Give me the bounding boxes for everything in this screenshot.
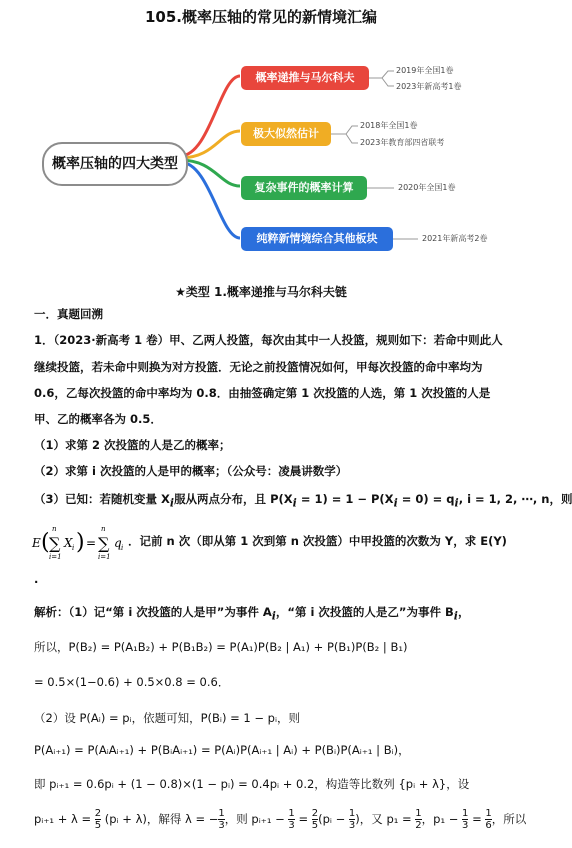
solution-line: P(Aᵢ₊₁) = P(AᵢAᵢ₊₁) + P(BᵢAᵢ₊₁) = P(Aᵢ)P(Aᵢ₊₁ | Aᵢ) + P(Bᵢ)P(Aᵢ₊₁ | Bᵢ)， <box>34 743 410 757</box>
leaf-lines-1 <box>368 71 394 86</box>
mind-map <box>30 46 500 266</box>
svg-text:i=1: i=1 <box>49 553 62 561</box>
fraction-1-3: $\frac{1}{3}$ <box>348 808 356 831</box>
question-3: （3）已知：若随机变量 $X_i$服从两点分布，且 $P(X_i = 1) = 1 - P(X_i = 0) = q_i$, i = 1, 2, ⋯, n，则 <box>34 492 572 510</box>
problem-line: 甲、乙的概率各为 0.5． <box>34 412 162 426</box>
branch-new-context: 纯粹新情境综合其他板块 <box>241 227 393 251</box>
source-label: 2018年全国1卷 <box>360 121 418 130</box>
svg-text:∑: ∑ <box>98 534 110 553</box>
expectation-formula: E ( ∑ n i=1 X i ) = ∑ n i=1 q i ．记前 n 次（即从第 1 次到第 n 次投篮）中甲投篮的次数为 Y，求 E(Y) <box>32 525 507 561</box>
fraction-2-5: $\frac{2}{5}$ <box>94 808 102 831</box>
source-label: 2021年新高考2卷 <box>422 234 488 243</box>
fraction-1-2: $\frac{1}{2}$ <box>415 808 422 831</box>
problem-line: 0.6，乙每次投篮的命中率均为 0.8．由抽签确定第 1 次投篮的人选，第 1 次投篮的人是 <box>34 386 491 400</box>
source-label: 2020年全国1卷 <box>398 183 456 192</box>
fraction-1-3: $\frac{1}{3}$ <box>288 808 295 831</box>
svg-text:=: = <box>86 536 97 550</box>
solution-line: 所以，P(B₂) = P(A₁B₂) + P(B₁B₂) = P(A₁)P(B₂ | A₁) + P(B₁)P(B₂ | B₁) <box>34 640 408 654</box>
fraction-1-3: $\frac{1}{3}$ <box>462 808 469 831</box>
solution-line: （2）设 P(Aᵢ) = pᵢ，依题可知，P(Bᵢ) = 1 − pᵢ，则 <box>34 711 301 725</box>
problem-line: 继续投篮，若未命中则换为对方投篮．无论之前投篮情况如何，甲每次投篮的命中率均为 <box>34 360 483 374</box>
source-label: 2019年全国1卷 <box>396 66 454 75</box>
branch-markov: 概率递推与马尔科夫 <box>241 66 369 90</box>
leaf-lines-2 <box>330 126 358 143</box>
svg-text:(: ( <box>41 530 50 555</box>
solution-line: 解析：（1）记“第 i 次投篮的人是甲”为事件 $A_i$，“第 i 次投篮的人是乙”为事件 $B_i$， <box>34 605 470 623</box>
svg-text:i: i <box>121 544 124 552</box>
solution-line: = 0.5×(1−0.6) + 0.5×0.8 = 0.6． <box>34 675 230 689</box>
svg-text:X: X <box>64 536 73 550</box>
fraction-1-6: $\frac{1}{6}$ <box>485 808 492 831</box>
period: . <box>34 572 39 586</box>
svg-text:): ) <box>76 530 85 555</box>
question-2: （2）求第 i 次投篮的人是甲的概率；（公众号：凌晨讲数学） <box>34 464 348 478</box>
fraction-1-3: $\frac{1}{3}$ <box>218 808 225 831</box>
question-1: （1）求第 2 次投篮的人是乙的概率； <box>34 438 231 452</box>
svg-text:q: q <box>114 536 122 550</box>
page-title: 105.概率压轴的常见的新情境汇编 <box>144 8 377 26</box>
svg-text:∑: ∑ <box>49 534 61 553</box>
svg-text:i: i <box>72 544 75 552</box>
source-label: 2023年教育部四省联考 <box>360 138 445 147</box>
connector-4 <box>180 162 240 238</box>
connector-1 <box>180 76 240 156</box>
problem-line: 1．（2023·新高考 1 卷）甲、乙两人投篮，每次由其中一人投篮，规则如下：若命中则此人 <box>34 333 503 347</box>
branch-complex-events: 复杂事件的概率计算 <box>241 176 367 200</box>
mind-map-root: 概率压轴的四大类型 <box>42 142 188 186</box>
solution-line: 即 pᵢ₊₁ = 0.6pᵢ + (1 − 0.8)×(1 − pᵢ) = 0.4pᵢ + 0.2，构造等比数列 {pᵢ + λ}，设 <box>34 777 470 791</box>
svg-text:n: n <box>101 525 106 533</box>
svg-text:i=1: i=1 <box>98 553 111 561</box>
section-title: ★类型 1.概率递推与马尔科夫链 <box>175 285 347 299</box>
heading: 一．真题回溯 <box>34 307 103 321</box>
fraction-2-5: $\frac{2}{5}$ <box>311 808 319 831</box>
source-label: 2023年新高考1卷 <box>396 82 462 91</box>
solution-fractions-line: pᵢ₊₁ + λ = $\frac{2}{5}$ (pᵢ + λ)，解得 λ = − $\frac{1}{3}$ ，则 pᵢ₊₁ − $\frac{1}{3}$ = $\frac{2}{5}$ (pᵢ − $\frac{1}{3}$ )，又 p₁ = $\frac{1}{2}$ ，p₁ − $\frac{1}{3}$ = $\frac{1}{6}$ ，所以 <box>34 808 527 831</box>
svg-text:n: n <box>52 525 57 533</box>
branch-mle: 极大似然估计 <box>241 122 331 146</box>
svg-text:E: E <box>32 536 41 550</box>
